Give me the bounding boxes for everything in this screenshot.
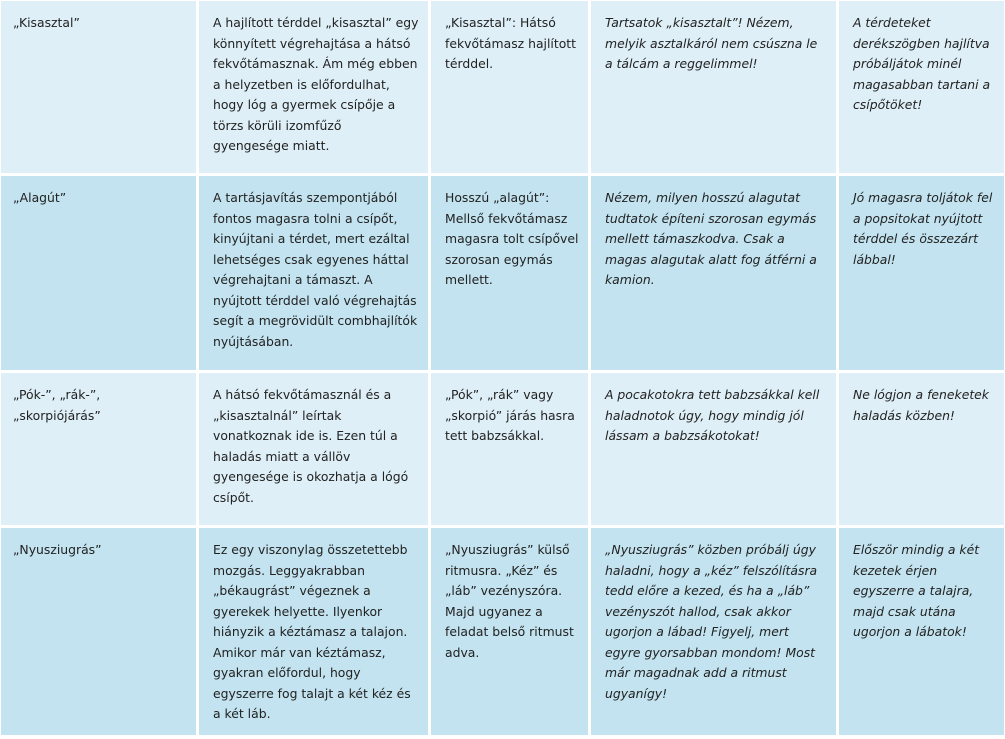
exercise-task-text: „Nyusziugrás” külső ritmusra. „Kéz” és „láb” vezényszóra. Majd ugyanez a feladat belső ritmust adva. xyxy=(445,542,574,660)
exercise-task xyxy=(431,1,591,176)
exercise-name-text: „Pók-”, „rák-”, „skorpiójárás” xyxy=(13,387,101,423)
exercise-description-text: A hátsó fekvőtámasznál és a „kisasztalnál” leírtak vonatkoznak ide is. Ezen túl a haladás miatt a vállöv gyengesége is okozhatja a lógó csípőt. xyxy=(213,387,409,505)
exercise-instruction-text: „Nyusziugrás” közben próbálj úgy haladni, hogy a „kéz” felszólításra tedd előre a kezed, és ha a „láb” vezényszót hallod, csak akkor ugorjon a lábad! Figyelj, mert egyre gyorsabban mondom! Most már magadnak add a ritmust ugyanígy! xyxy=(605,542,818,701)
exercise-name xyxy=(1,373,199,528)
exercise-table xyxy=(1,1,1004,738)
table-row-pokjaras xyxy=(1,373,1004,528)
exercise-description xyxy=(199,373,431,528)
exercise-tip-text: A térdeteket derékszögben hajlítva próbáljátok minél magasabban tartani a csípőtöket! xyxy=(853,15,991,112)
exercise-tip-text: Jó magasra toljátok fel a popsitokat nyújtott térddel és összezárt lábbal! xyxy=(853,190,993,267)
exercise-instruction-text: Tartsatok „kisasztalt”! Nézem, melyik asztalkáról nem csúszna le a tálcám a reggelimmel! xyxy=(605,15,818,71)
exercise-tip-text: Először mindig a két kezetek érjen egyszerre a talajra, majd csak utána ugorjon a lábatok! xyxy=(853,542,980,639)
exercise-instruction xyxy=(591,1,839,176)
exercise-task-text: Hosszú „alagút”: Mellső fekvőtámasz magasra tolt csípővel szorosan egymás mellett. xyxy=(445,190,579,287)
exercise-tip xyxy=(839,1,1004,176)
exercise-task-text: „Pók”, „rák” vagy „skorpió” járás hasra tett babzsákkal. xyxy=(445,387,575,443)
table-row-nyusziugras xyxy=(1,528,1004,738)
exercise-name-text: „Kisasztal” xyxy=(13,15,80,30)
exercise-name-text: „Nyusziugrás” xyxy=(13,542,102,557)
exercise-description-text: A tartásjavítás szempontjából fontos magasra tolni a csípőt, kinyújtani a térdet, mert ezáltal lehetséges csak egyenes háttal végrehajtani a támaszt. A nyújtott térddel való végrehajtás segít a megrövidült combhajlítók nyújtásában. xyxy=(213,190,418,349)
exercise-task xyxy=(431,176,591,373)
exercise-name xyxy=(1,176,199,373)
exercise-description xyxy=(199,1,431,176)
exercise-instruction-text: A pocakotokra tett babzsákkal kell haladnotok úgy, hogy mindig jól lássam a babzsákotokat! xyxy=(605,387,820,443)
table-row-alagut xyxy=(1,176,1004,373)
exercise-tip xyxy=(839,176,1004,373)
exercise-task-text: „Kisasztal”: Hátsó fekvőtámasz hajlított térddel. xyxy=(445,15,577,71)
exercise-task xyxy=(431,528,591,738)
exercise-instruction xyxy=(591,528,839,738)
table-row-kisasztal xyxy=(1,1,1004,176)
exercise-instruction xyxy=(591,176,839,373)
exercise-instruction xyxy=(591,373,839,528)
exercise-description-text: A hajlított térddel „kisasztal” egy könnyített végrehajtása a hátsó fekvőtámasznak. Ám még ebben a helyzetben is előfordulhat, hogy lóg a gyermek csípője a törzs körüli izomfűző gyengesége miatt. xyxy=(213,15,419,153)
exercise-name xyxy=(1,528,199,738)
exercise-description xyxy=(199,176,431,373)
exercise-description-text: Ez egy viszonylag összetettebb mozgás. Leggyakrabban „békaugrást” végeznek a gyerekek helyette. Ilyenkor hiányzik a kéztámasz a talajon. Amikor már van kéztámasz, gyakran előfordul, hogy egyszerre fog talajt a két kéz és a két láb. xyxy=(213,542,411,721)
exercise-tip xyxy=(839,373,1004,528)
exercise-task xyxy=(431,373,591,528)
exercise-description xyxy=(199,528,431,738)
exercise-instruction-text: Nézem, milyen hosszú alagutat tudtatok építeni szorosan egymás mellett támaszkodva. Csak a magas alagutak alatt fog átférni a kamion. xyxy=(605,190,817,287)
exercise-tip xyxy=(839,528,1004,738)
exercise-name-text: „Alagút” xyxy=(13,190,67,205)
exercise-tip-text: Ne lógjon a feneketek haladás közben! xyxy=(853,387,989,423)
exercise-name xyxy=(1,1,199,176)
